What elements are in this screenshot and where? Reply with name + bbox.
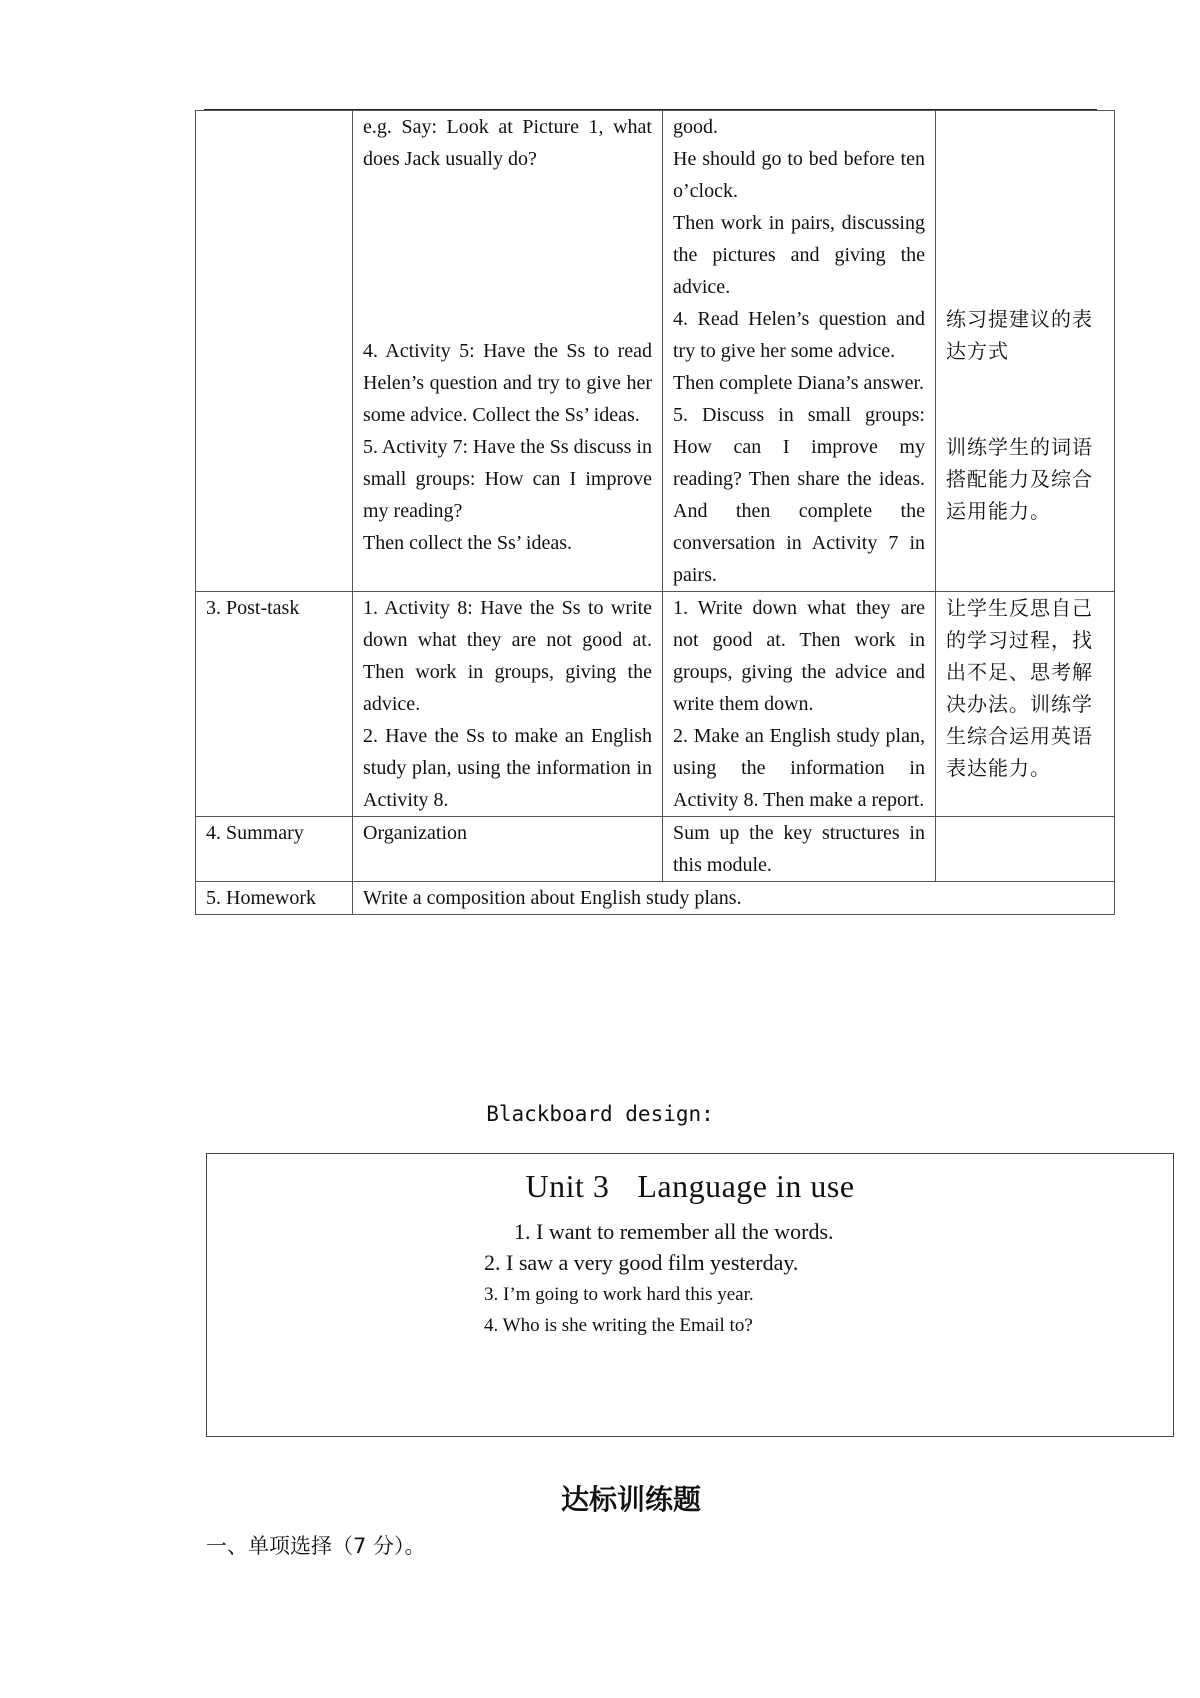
step-cell-empty bbox=[196, 111, 353, 592]
purpose-cell: 让学生反思自己的学习过程，找出不足、思考解决办法。训练学生综合运用英语表达能力。 bbox=[936, 592, 1115, 817]
student-text-good: good. bbox=[673, 116, 718, 138]
step-cell: 5. Homework bbox=[196, 882, 353, 915]
student-activity-cell bbox=[663, 111, 936, 592]
student-activity-cell bbox=[663, 592, 936, 817]
purpose-cell bbox=[936, 817, 1115, 882]
spacer bbox=[946, 111, 1104, 303]
teacher-text-activity8: 1. Activity 8: Have the Ss to write down what they are not good at. Then work in groups, giving the advice. bbox=[363, 597, 652, 715]
blackboard-line: 4. Who is she writing the Email to? bbox=[484, 1315, 753, 1336]
student-text-pairs: Then work in pairs, discussing the pictures and giving the advice. bbox=[673, 212, 925, 298]
teacher-text-collect: Then collect the Ss’ ideas. bbox=[363, 532, 573, 554]
table-row-homework bbox=[196, 882, 1115, 915]
blackboard-line: 3. I’m going to work hard this year. bbox=[484, 1284, 754, 1305]
step-cell: 3. Post-task bbox=[196, 592, 353, 817]
blackboard-design-title: Blackboard design: bbox=[486, 1102, 714, 1126]
teacher-text-example: e.g. Say: Look at Picture 1, what does Jack usually do? bbox=[363, 116, 652, 170]
spacer bbox=[363, 175, 652, 335]
homework-cell: Write a composition about English study plans. bbox=[353, 882, 1115, 915]
teacher-text-activity5: 4. Activity 5: Have the Ss to read Helen’s question and try to give her some advice. Collect the Ss’ ideas. bbox=[363, 340, 652, 426]
table-row-summary bbox=[196, 817, 1115, 882]
blackboard-heading bbox=[207, 1168, 1173, 1205]
blackboard-topic: Language in use bbox=[637, 1168, 855, 1204]
student-activity-cell: Sum up the key structures in this module. bbox=[663, 817, 936, 882]
teacher-activity-cell bbox=[353, 111, 663, 592]
student-text-plan: 2. Make an English study plan, using the information in Activity 8. Then make a report. bbox=[673, 725, 925, 811]
teacher-text-plan: 2. Have the Ss to make an English study plan, using the information in Activity 8. bbox=[363, 725, 652, 811]
teacher-activity-cell bbox=[353, 592, 663, 817]
table-row-post-task bbox=[196, 592, 1115, 817]
blackboard-line: 2. I saw a very good film yesterday. bbox=[484, 1250, 799, 1275]
teacher-text-activity7: 5. Activity 7: Have the Ss discuss in small groups: How can I improve my reading? bbox=[363, 436, 652, 522]
blackboard-unit: Unit 3 bbox=[525, 1168, 610, 1204]
student-text-helen: 4. Read Helen’s question and try to give her some advice. bbox=[673, 308, 925, 362]
blackboard-box bbox=[206, 1153, 1174, 1437]
purpose-text-collocation: 训练学生的词语搭配能力及综合运用能力。 bbox=[946, 435, 1093, 523]
quiz-section-heading: 一、单项选择（7 分）。 bbox=[206, 1534, 426, 1558]
purpose-text-advice: 练习提建议的表达方式 bbox=[946, 307, 1093, 363]
student-text-diana: Then complete Diana’s answer. bbox=[673, 372, 925, 394]
student-text-discuss: 5. Discuss in small groups: How can I improve my reading? Then share the ideas. And then complete the conversation in Activity 7 in pairs. bbox=[673, 404, 925, 586]
quiz-title: 达标训练题 bbox=[560, 1483, 701, 1516]
blackboard-line: 1. I want to remember all the words. bbox=[514, 1219, 834, 1244]
student-text-bed: He should go to bed before ten o’clock. bbox=[673, 148, 925, 202]
step-cell: 4. Summary bbox=[196, 817, 353, 882]
table-row-while-task-continued bbox=[196, 111, 1115, 592]
lesson-plan-table bbox=[195, 110, 1115, 915]
teacher-activity-cell: Organization bbox=[353, 817, 663, 882]
purpose-cell bbox=[936, 111, 1115, 592]
spacer bbox=[946, 367, 1104, 431]
student-text-write: 1. Write down what they are not good at. Then work in groups, giving the advice and write them down. bbox=[673, 597, 925, 715]
